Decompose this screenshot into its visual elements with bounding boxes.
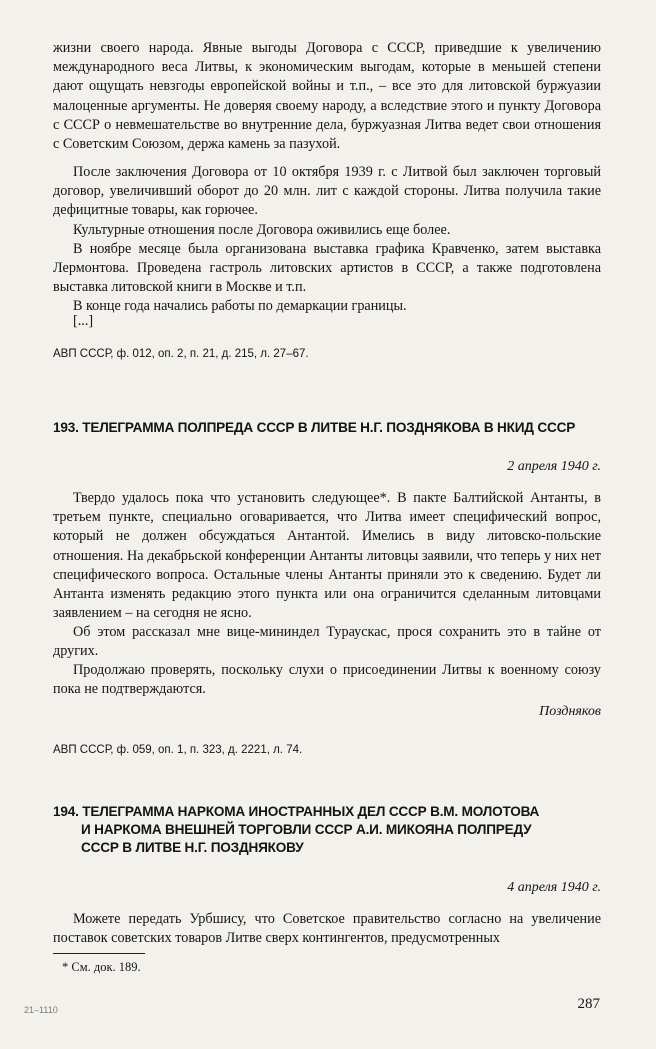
paragraph-4: В ноябре месяце была организована выставка графика Кравченко, затем выставка Лермонтова. Проведена гастроль литовских артистов в СССР, а также подготовлена выставка литовской книги в Москве и т.п. <box>53 241 601 296</box>
footnote: * См. док. 189. <box>62 960 141 974</box>
doc-193-paragraph-2: Об этом рассказал мне вице-мининдел Тураускас, прося сохранить это в тайне от других. <box>53 624 601 660</box>
doc-194-title-line-3: СССР В ЛИТВЕ Н.Г. ПОЗДНЯКОВУ <box>81 840 304 855</box>
doc-194-title-line-1: 194. ТЕЛЕГРАММА НАРКОМА ИНОСТРАННЫХ ДЕЛ СССР В.М. МОЛОТОВА <box>53 804 540 819</box>
paragraph-3: Культурные отношения после Договора оживились еще более. <box>73 222 451 238</box>
paragraph-1: жизни своего народа. Явные выгоды Договора с СССР, приведшие к увеличению международного веса Литвы, к экономическим выгодам, которые в меньшей степени дают ощущать невзгоды европейской войны и т.п., – все это для литовской буржуазии малоценные аргументы. Не доверяя своему народу, а вследствие этого и пункту Договора с СССР о невмешательстве во внутренние дела, буржуазная Литва ведет свои отношения с Советским Союзом, держа камень за пазухой. <box>53 40 601 153</box>
printer-mark: 21–1110 <box>24 1005 58 1015</box>
doc-194-paragraph-1: Можете передать Урбшису, что Советское правительство согласно на увеличение поставок советских товаров Литве сверх контингентов, предусмотренных <box>53 911 601 947</box>
doc-193-paragraph-3: Продолжаю проверять, поскольку слухи о присоединении Литвы к военному союзу пока не подтверждаются. <box>53 662 601 698</box>
doc-193-source: АВП СССР, ф. 059, оп. 1, п. 323, д. 2221, л. 74. <box>53 744 303 756</box>
ellipsis: [...] <box>73 313 94 329</box>
doc-194-title-line-2: И НАРКОМА ВНЕШНЕЙ ТОРГОВЛИ СССР А.И. МИКОЯНА ПОЛПРЕДУ <box>81 822 532 837</box>
doc-194-date: 4 апреля 1940 г. <box>507 880 601 895</box>
doc-193-signature: Поздняков <box>539 704 601 719</box>
footnote-rule <box>53 953 145 954</box>
source-reference-1: АВП СССР, ф. 012, оп. 2, п. 21, д. 215, л. 27–67. <box>53 348 309 360</box>
doc-193-paragraph-1: Твердо удалось пока что установить следующее*. В пакте Балтийской Антанты, в третьем пункте, специально оговаривается, что Литва имеет специфический вопрос, который не должен обсуждаться Антантой. Имелись в виду литовско-польские отношения. На декабрьской конференции Антанты литовцы заявили, что теперь у них нет специфического вопроса. Остальные члены Антанты приняли это к сведению. Будет ли Антанта изменять редакцию этого пункта или она ограничится сделанным литовцами заявлением – на сегодня не ясно. <box>53 490 601 622</box>
paragraph-2: После заключения Договора от 10 октября 1939 г. с Литвой был заключен торговый договор, увеличивший оборот до 20 млн. лит с каждой стороны. Литва получила такие дефицитные товары, как горючее. <box>53 164 601 219</box>
paragraph-5: В конце года начались работы по демаркации границы. <box>73 298 407 314</box>
doc-193-date: 2 апреля 1940 г. <box>507 459 601 474</box>
doc-193-title: 193. ТЕЛЕГРАММА ПОЛПРЕДА СССР В ЛИТВЕ Н.Г. ПОЗДНЯКОВА В НКИД СССР <box>53 420 576 435</box>
page-number: 287 <box>577 996 600 1012</box>
